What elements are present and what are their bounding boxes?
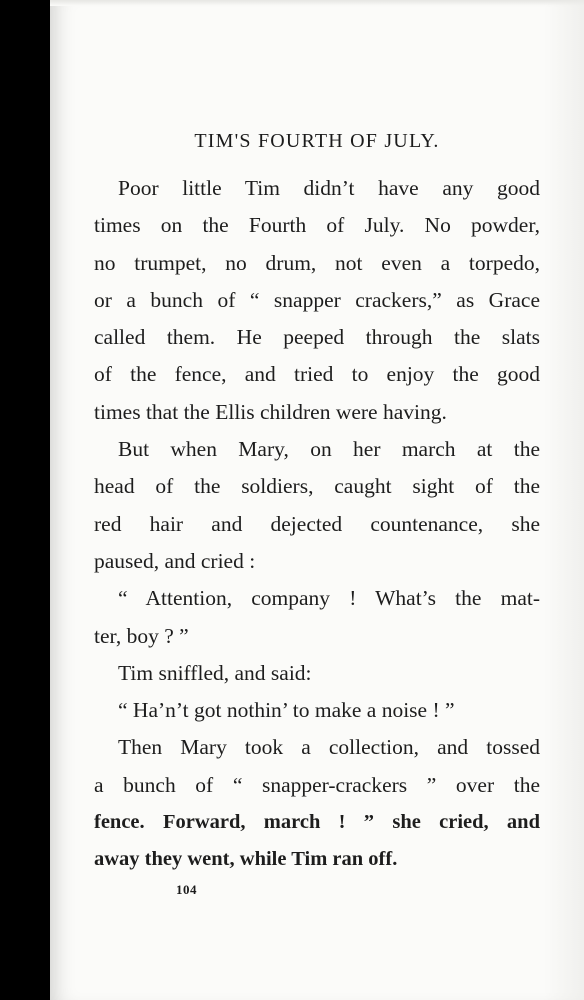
text-line: no trumpet, no drum, not even a torpedo, [94,250,540,275]
text-line: fence. Forward, march ! ” she cried, and [94,811,540,834]
book-page [50,0,584,1000]
text-line: “ Attention, company ! What’s the mat- [118,586,540,611]
page-top-edge [50,0,584,6]
text-line: “ Ha’n’t got nothin’ to make a noise ! ” [118,698,455,723]
text-line: away they went, while Tim ran off. [94,848,398,871]
text-line: or a bunch of “ snapper crackers,” as Grace [94,287,540,312]
text-line: ter, boy ? ” [94,623,189,648]
text-line: Tim sniffled, and said: [118,660,312,685]
running-heading: TIM'S FOURTH OF JULY. [194,130,440,152]
text-line: Then Mary took a collection, and tossed [118,735,540,760]
text-line: a bunch of “ snapper-crackers ” over the [94,772,540,797]
text-line: times on the Fourth of July. No powder, [94,213,540,238]
text-line: Poor little Tim didn’t have any good [118,176,540,200]
text-line: But when Mary, on her march at the [118,437,540,462]
text-line: head of the soldiers, caught sight of the [94,474,540,499]
text-line: called them. He peeped through the slats [94,325,540,350]
text-line: red hair and dejected countenance, she [94,511,540,536]
page-number: 104 [176,882,197,897]
text-line: of the fence, and tried to enjoy the good [94,362,540,387]
text-line: paused, and cried : [94,548,256,573]
body-text [94,170,540,879]
text-line: times that the Ellis children were having. [94,399,447,424]
